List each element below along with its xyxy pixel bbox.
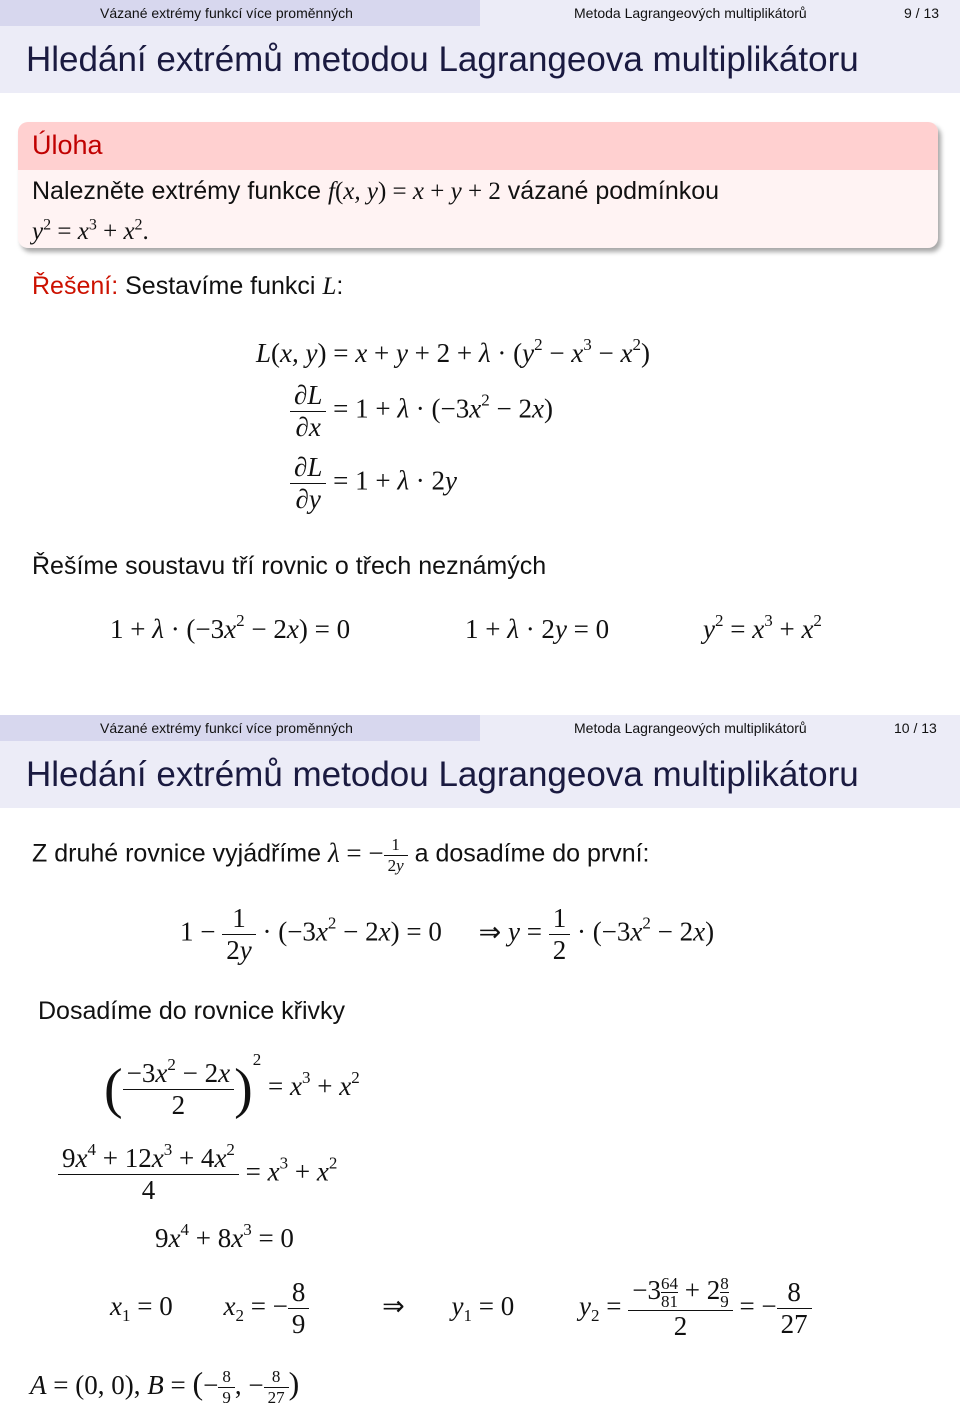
solution-line: Řešení: Sestavíme funkci L: bbox=[32, 272, 344, 300]
header-left bbox=[0, 715, 480, 741]
page-number: 9 / 13 bbox=[904, 5, 940, 21]
partial-derivative-y: $\frac{\partial L}{\partial y}$ = 1 + λ · 2y bbox=[290, 452, 457, 515]
text-express-lambda: Z druhé rovnice vyjádříme bbox=[32, 839, 322, 868]
task-constraint: $y^2 = x^3 + x^2$. bbox=[32, 217, 149, 246]
system-eq-3: $y^2 = x^3 + x^2$ bbox=[703, 611, 822, 644]
solution-text: Sestavíme funkci bbox=[125, 272, 316, 300]
slide-header bbox=[0, 715, 960, 741]
curve-text: Dosadíme do rovnice křivky bbox=[38, 997, 346, 1025]
partial-derivative-x: $\frac{\partial L}{\partial x}$ = $1 + \lambda \cdot (-3x^2 - 2x)$ bbox=[290, 380, 553, 443]
page-number: 10 / 13 bbox=[894, 720, 937, 736]
header-section-title: Vázané extrémy funkcí více proměnných bbox=[100, 5, 353, 21]
solve-text: Řešíme soustavu tří rovnic o třech neznámých bbox=[32, 552, 547, 580]
frame-titlebar bbox=[0, 741, 960, 808]
task-text-2: vázané podmínkou bbox=[507, 177, 720, 205]
task-block-header bbox=[18, 122, 938, 170]
slide-10 bbox=[0, 715, 960, 1413]
lagrange-function: L(x, $y) = x + y + 2 + \lambda \cdot (y^2 - x^3 - x^2)$ bbox=[256, 335, 650, 368]
curve-equation-1: ( $\frac{-3x^2 - 2x}{2}$ )$^2 = x^3 + x^2$ bbox=[104, 1050, 360, 1120]
result-points: A = (0, 0), B = (− $\frac{8}{9}$ , − $\frac{8}{27}$ ) bbox=[30, 1365, 300, 1408]
curve-equation-2: $\frac{9x^4 + 12x^3 + 4x^2}{4}$ = $x^3 + x^2$ bbox=[58, 1143, 337, 1206]
header-subsection-title: Metoda Lagrangeových multiplikátorů bbox=[574, 5, 807, 21]
slide-header bbox=[0, 0, 960, 26]
slide-9 bbox=[0, 0, 960, 690]
system-eq-2: 1 + λ · 2y = 0 bbox=[465, 614, 610, 644]
lagrange-symbol: L bbox=[322, 273, 337, 300]
task-block bbox=[18, 122, 938, 248]
header-section-title: Vázané extrémy funkcí více proměnných bbox=[100, 720, 353, 736]
task-text: Nalezněte extrémy funkce bbox=[32, 177, 322, 205]
task-block-body bbox=[18, 170, 938, 248]
system-eq-1: $1 + \lambda \cdot (-3x^2 - 2x) = 0$ bbox=[110, 611, 351, 644]
task-function: f(x, y) = x + y + 2 bbox=[327, 178, 501, 205]
substituted-equation: 1 − $\frac{1}{2y}$ · $(-3x^2 - 2x) = 0$ ⇒ y = $\frac{1}{2}$ · $(-3x^2 - 2x)$ bbox=[180, 903, 715, 965]
text-substitute: a dosadíme do první: bbox=[414, 839, 650, 868]
header-left bbox=[0, 0, 480, 26]
solution-label: Řešení: bbox=[32, 272, 119, 300]
task-label: Úloha bbox=[32, 130, 103, 160]
header-right bbox=[480, 715, 960, 741]
frame-title: Hledání extrémů metodou Lagrangeova multiplikátoru bbox=[26, 40, 859, 79]
frame-titlebar bbox=[0, 26, 960, 93]
curve-equation-3: $9x^4 + 8x^3 = 0$ bbox=[155, 1220, 294, 1253]
lambda-line bbox=[32, 835, 650, 876]
solutions-line: $x_1 = 0$ $x_2$ = − $\frac{8}{9}$ ⇒ $y_1 = 0$ $y_2$ = −3 $\frac{64}{81}$ + 2 $\frac{8}{9}$ 2 = − $\frac{8}{27}$ bbox=[110, 1275, 812, 1342]
header-subsection-title: Metoda Lagrangeových multiplikátorů bbox=[574, 720, 807, 736]
frame-title: Hledání extrémů metodou Lagrangeova multiplikátoru bbox=[26, 755, 859, 794]
header-right bbox=[480, 0, 960, 26]
lambda-expression: λ = − $\frac{1}{2y}$ bbox=[328, 838, 408, 868]
